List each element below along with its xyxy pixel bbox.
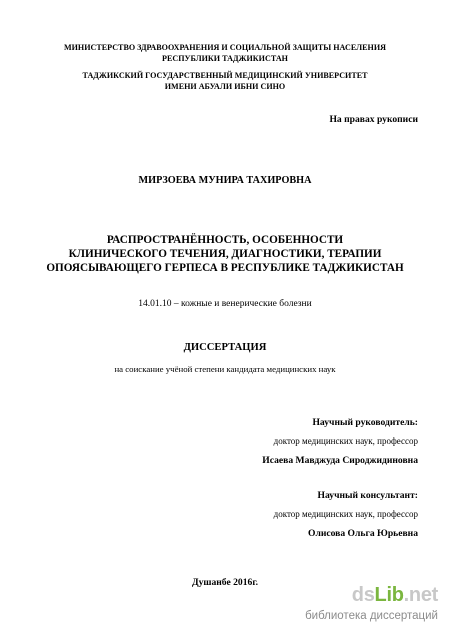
ministry-line-2: РЕСПУБЛИКИ ТАДЖИКИСТАН [162, 54, 288, 63]
supervisor-degree: доктор медицинских наук, профессор [273, 436, 418, 446]
logo-net-text: .net [403, 584, 438, 606]
ministry-line-1: МИНИСТЕРСТВО ЗДРАВООХРАНЕНИЯ И СОЦИАЛЬНОЙ ЗАЩИТЫ НАСЕЛЕНИЯ [64, 43, 386, 52]
university-line-2: ИМЕНИ АБУАЛИ ИБНИ СИНО [164, 82, 286, 91]
consultant-degree: доктор медицинских наук, профессор [273, 509, 418, 519]
dslib-logo [352, 583, 438, 607]
supervisor-label: Научный руководитель: [312, 417, 418, 428]
consultant-name: Олисова Ольга Юрьевна [307, 528, 418, 539]
degree-line: на соискание учёной степени кандидата медицинских наук [114, 364, 336, 374]
manuscript-note: На правах рукописи [329, 114, 418, 125]
watermark-subtitle: библиотека диссертаций [305, 610, 438, 622]
logo-lib-text: Lib [374, 584, 404, 606]
specialty: 14.01.10 – кожные и венерические болезни [138, 299, 312, 309]
supervisor-name: Исаева Мавджуда Сироджидиновна [262, 455, 418, 466]
place-year: Душанбе 2016г. [191, 577, 258, 588]
author-name: МИРЗОЕВА МУНИРА ТАХИРОВНА [138, 175, 312, 186]
title-line-3: ОПОЯСЫВАЮЩЕГО ГЕРПЕСА В РЕСПУБЛИКЕ ТАДЖИКИСТАН [46, 262, 404, 274]
dslib-watermark[interactable] [305, 583, 440, 635]
title-line-2: КЛИНИЧЕСКОГО ТЕЧЕНИЯ, ДИАГНОСТИКИ, ТЕРАПИИ [68, 248, 382, 260]
title-line-1: РАСПРОСТРАНЁННОСТЬ, ОСОБЕННОСТИ [106, 234, 344, 246]
logo-ds-text: ds [351, 584, 375, 606]
document-type: ДИССЕРТАЦИЯ [183, 342, 267, 353]
university-line-1: ТАДЖИКСКИЙ ГОСУДАРСТВЕННЫЙ МЕДИЦИНСКИЙ УНИВЕРСИТЕТ [82, 71, 368, 80]
consultant-label: Научный консультант: [317, 490, 418, 501]
